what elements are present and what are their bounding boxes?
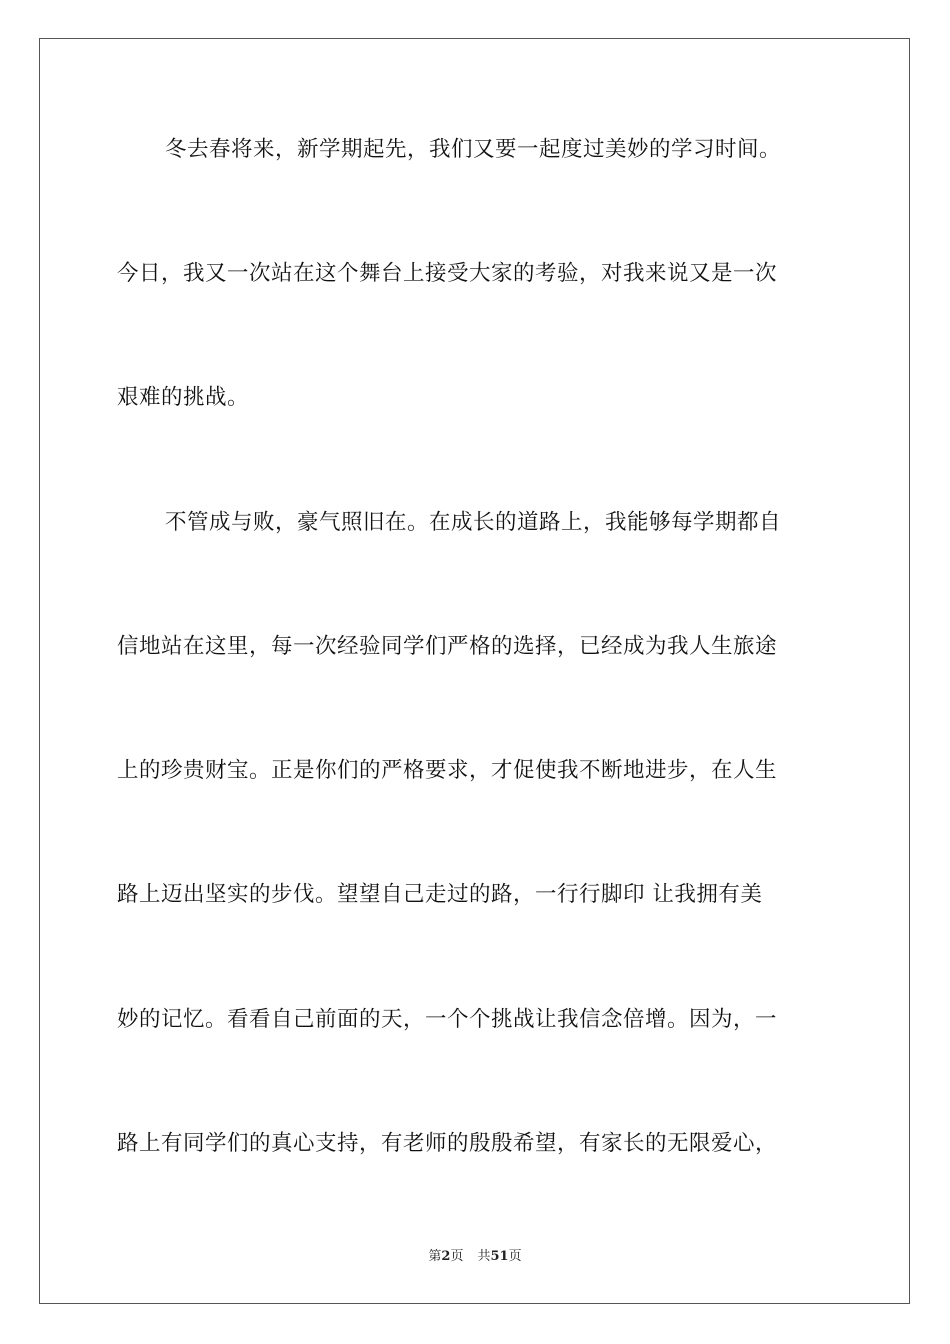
total-prefix: 共 [477, 1249, 491, 1264]
paragraph-3-line-2: 信地站在这里，每一次经验同学们严格的选择，已经成为我人生旅途 [117, 634, 778, 659]
paragraph-2-line-1: 今日，我又一次站在这个舞台上接受大家的考验，对我来说又是一次 [117, 261, 778, 286]
total-suffix: 页 [508, 1249, 522, 1264]
paragraph-2-line-2: 艰难的挑战。 [117, 385, 250, 410]
page-prefix: 第 [428, 1249, 442, 1264]
total-pages: 51 [490, 1249, 509, 1264]
paragraph-3-line-5: 妙的记忆。看看自己前面的天，一个个挑战让我信念倍增。因为，一 [117, 1007, 778, 1032]
page-suffix: 页 [450, 1249, 464, 1264]
paragraph-3-line-1: 不管成与败，豪气照旧在。在成长的道路上，我能够每学期都自 [165, 510, 782, 535]
paragraph-3-line-3: 上的珍贵财宝。正是你们的严格要求，才促使我不断地进步，在人生 [117, 758, 778, 783]
page-footer [0, 1248, 950, 1266]
page-border [39, 38, 910, 1304]
page-number: 2 [441, 1249, 451, 1264]
paragraph-3-line-6: 路上有同学们的真心支持，有老师的殷殷希望，有家长的无限爱心， [117, 1131, 778, 1156]
paragraph-3-line-4: 路上迈出坚实的步伐。望望自己走过的路，一行行脚印 让我拥有美 [117, 882, 763, 907]
paragraph-1-line-1: 冬去春将来，新学期起先，我们又要一起度过美妙的学习时间。 [165, 137, 782, 162]
